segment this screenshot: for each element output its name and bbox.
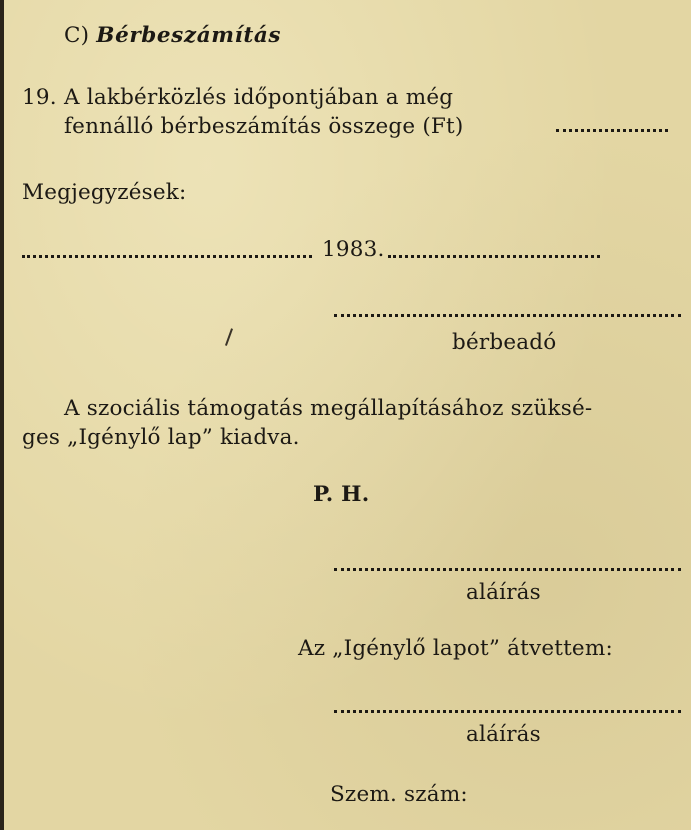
item-19-number: 19. <box>22 85 57 110</box>
received-label: Az „Igénylő lapot” átvettem: <box>298 636 613 661</box>
signature-2-label: aláírás <box>466 722 541 747</box>
place-field[interactable] <box>22 255 312 258</box>
social-line2: ges „Igénylő lap” kiadva. <box>22 425 300 450</box>
social-line1: A szociális támogatás megállapításához szüksé- <box>64 396 593 421</box>
date-field[interactable] <box>388 255 600 258</box>
item-19-line2: fennálló bérbeszámítás összege (Ft) <box>64 114 464 139</box>
stamp-label: P. H. <box>313 482 370 507</box>
signature-1-label: aláírás <box>466 580 541 605</box>
landlord-label: bérbeadó <box>452 330 557 355</box>
notes-label: Megjegyzések: <box>22 180 187 205</box>
left-border-line <box>0 0 4 830</box>
section-letter: C) <box>64 23 90 48</box>
slash-mark <box>225 328 233 345</box>
section-heading <box>64 23 281 49</box>
signature-2-field[interactable] <box>334 710 681 713</box>
landlord-signature-field[interactable] <box>334 314 681 317</box>
id-number-label: Szem. szám: <box>330 782 468 807</box>
date-year: 1983. <box>322 237 385 262</box>
item-19-line1: A lakbérközlés időpontjában a még <box>64 85 454 110</box>
section-title: Bérbeszámítás <box>96 23 282 48</box>
item-19-amount-field[interactable] <box>556 129 668 132</box>
signature-1-field[interactable] <box>334 568 681 571</box>
